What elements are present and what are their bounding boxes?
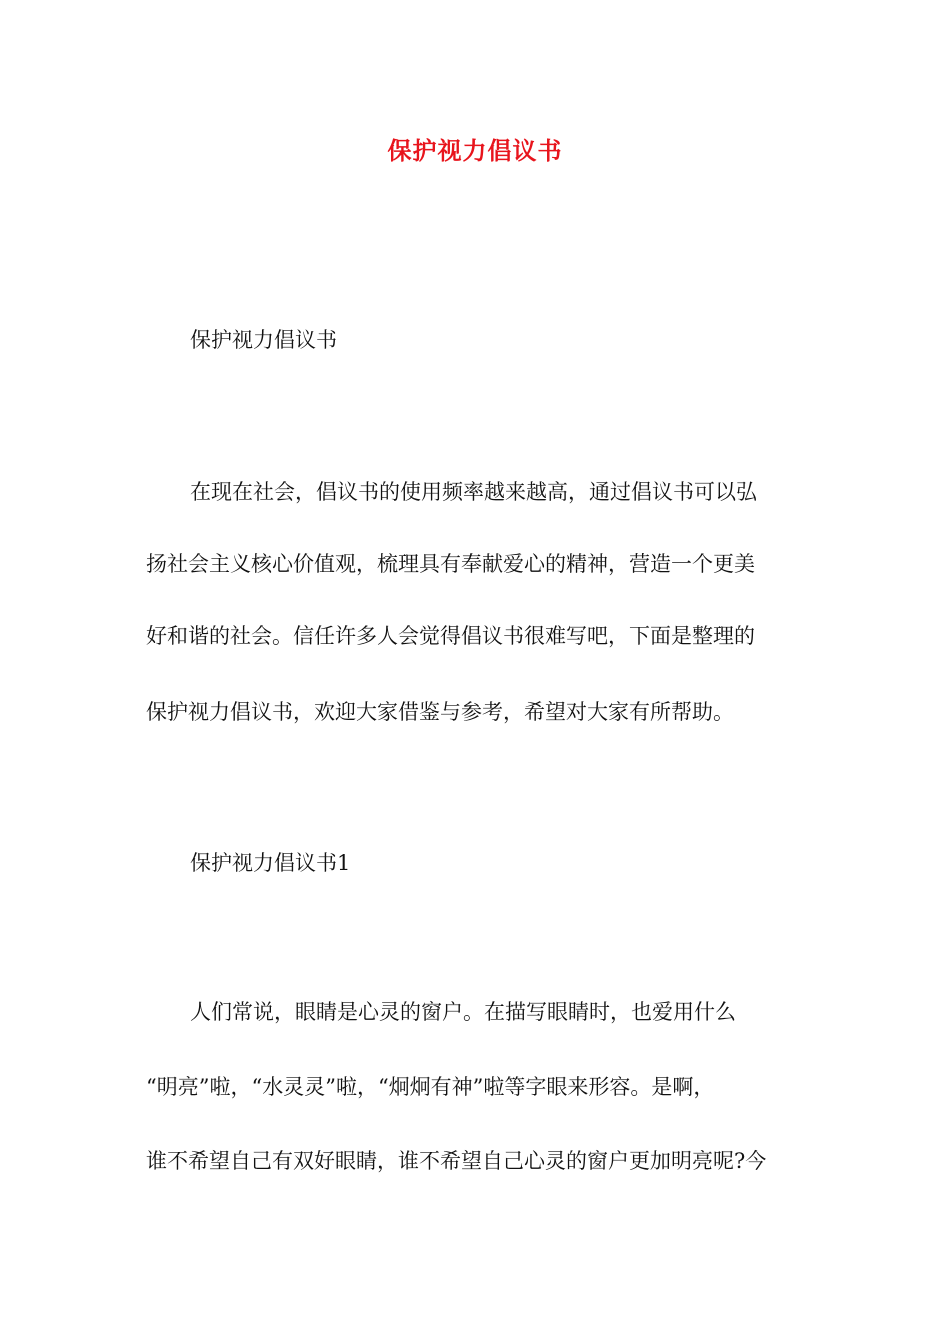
intro-paragraph-line: 保护视力倡议书，欢迎大家借鉴与参考，希望对大家有所帮助。: [146, 700, 734, 724]
document-title: 保护视力倡议书: [387, 136, 563, 165]
section1-paragraph-line: 人们常说，眼睛是心灵的窗户。在描写眼睛时，也爱用什么: [190, 1000, 736, 1024]
section1-paragraph-line: “明亮”啦，“水灵灵”啦，“炯炯有神”啦等字眼来形容。是啊，: [146, 1075, 715, 1099]
intro-paragraph-line: 好和谐的社会。信任许多人会觉得倡议书很难写吧，下面是整理的: [146, 624, 755, 648]
intro-paragraph-line: 在现在社会，倡议书的使用频率越来越高，通过倡议书可以弘: [190, 480, 757, 504]
section-heading-intro: 保护视力倡议书: [190, 328, 337, 352]
section-heading-1: 保护视力倡议书1: [190, 851, 351, 875]
section1-paragraph-line: 谁不希望自己有双好眼睛，谁不希望自己心灵的窗户更加明亮呢?今: [146, 1149, 767, 1173]
intro-paragraph-line: 扬社会主义核心价值观，梳理具有奉献爱心的精神，营造一个更美: [146, 552, 755, 576]
